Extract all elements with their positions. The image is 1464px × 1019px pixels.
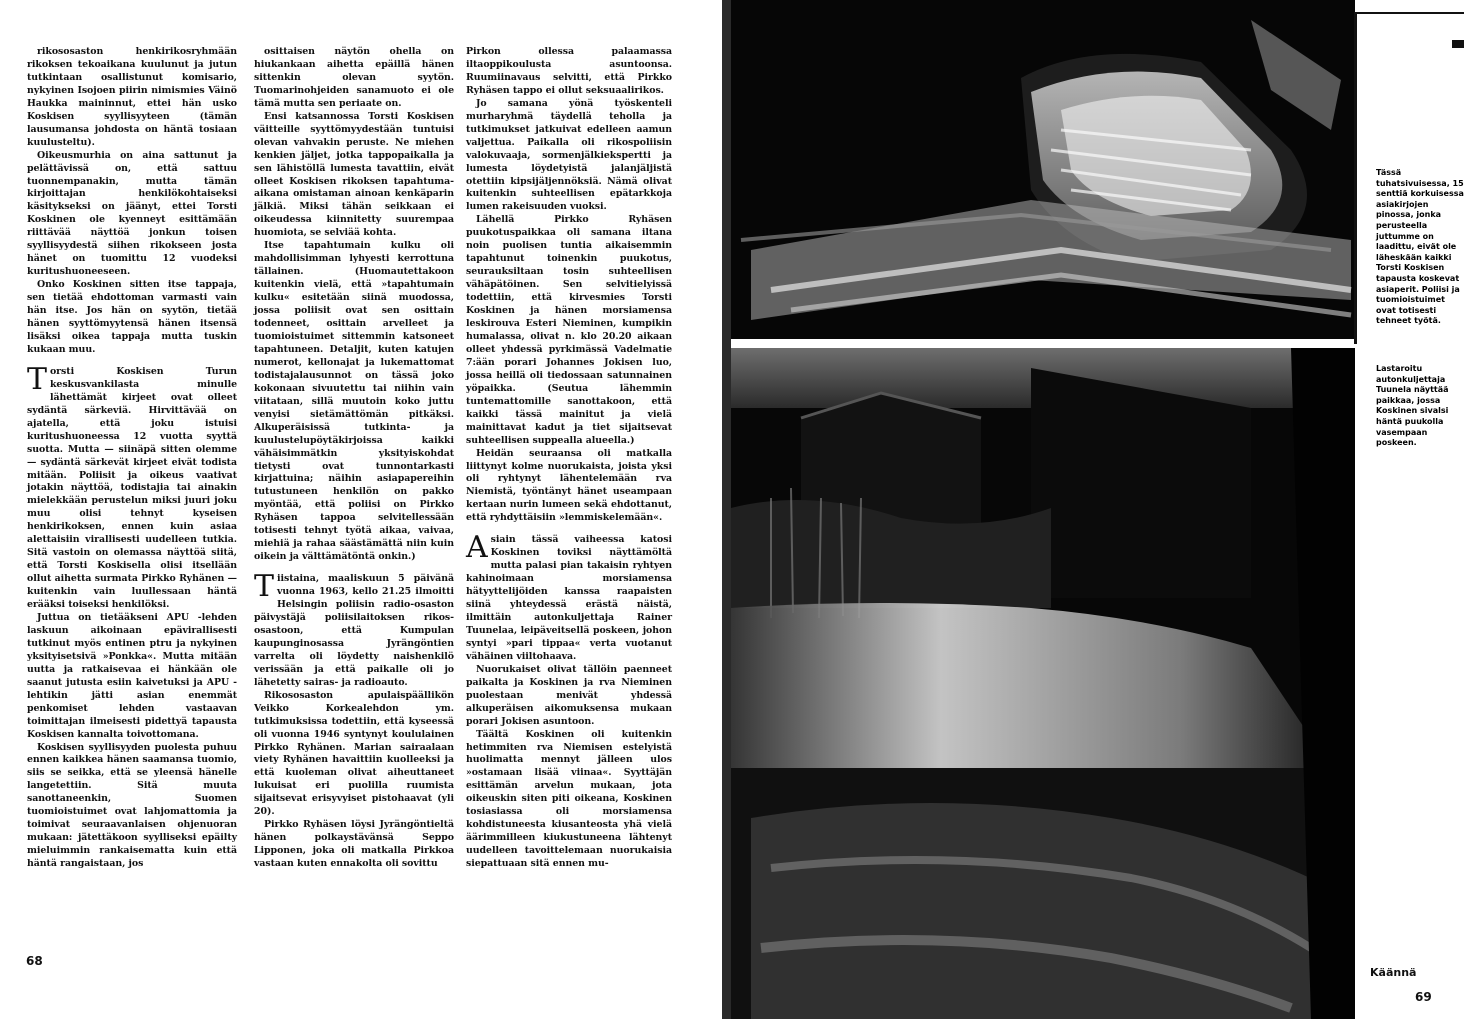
paragraph [254, 111, 454, 241]
paragraph [27, 742, 237, 872]
paragraph [466, 729, 672, 871]
paragraph-text: Jo samana yönä työskenteli murharyhmä täydellä teholla ja tutkimukset jatkuivat edelleen aamun valjettua. Paikalla oli rikospoliisin valokuvaaja, sormenjälkiekspertti ja lumesta löydetyistä jalanjäljistä otettiin kipsijäljennöksiä. Nämä olivat kuitenkin suhteellisen epätarkkoja lumen rakeisuuden vuoksi. [466, 97, 672, 213]
text-column-3 [466, 46, 672, 871]
paper-stack-photo [731, 0, 1355, 339]
paragraph [466, 530, 672, 664]
paragraph [466, 664, 672, 729]
paragraph [466, 46, 672, 98]
paragraph [254, 46, 454, 111]
paragraph-text: Itse tapahtumain kulku oli mahdollisimman lyhyesti kerrottuna tällainen. (Huomautettakoon kuitenkin vielä, että »tapahtumain kulku« esitetään siinä muodossa, jossa poliisit ovat sen osittain todenneet, osittain arvelleet ja tuomioistuimet sittemmin katsoneet tapahtuneen. Detaljit, kuten katujen numerot, kellonajat ja lukemattomat todistajalausunnot on tässä joko kokonaan sivuutettu tai niihin vain viitataan, sillä muutoin koko juttu venyisi sietämättömän pitkäksi. Alkuperäisissä tutkinta- ja kuulustelupöytäkirjoissa kaikki vähäisimmätkin yksityiskohdat tietysti ovat tunnontarkasti kirjattuina; näihin asiapapereihin tutustuneen henkilön on pakko myöntää, että poliisi on Pirkko Ryhäsen tappoa selvitellessään totisesti tehnyt työtä aikaa, vaivaa, miehiä ja rahaa säästämättä niin kuin oikein ja välttämätöntä onkin.) [254, 240, 454, 563]
page-number-left: 68 [26, 954, 43, 968]
paragraph [27, 612, 237, 742]
paragraph [27, 279, 237, 357]
photo-caption-bottom: Lastaroitu autonkuljettaja Tuunela näyttää paikkaa, jossa Koskinen sivalsi häntä puukolla vasempaan poskeen. [1376, 364, 1449, 448]
drop-cap: A [466, 530, 488, 566]
paragraph-text: Pirkko Ryhäsen löysi Jyrängöntieltä hänen polkaystävänsä Seppo Lipponen, joka oli matkalla Pirkkoa vastaan kuten ennakolta oli sovittu [254, 819, 454, 870]
paragraph [466, 448, 672, 526]
text-column-2 [254, 46, 454, 871]
paragraph-text: orsti Koskisen Turun keskusvankilasta minulle lähettämät kirjeet ovat olleet sydäntä särkeviä. Hirvittävää on ajatella, että joku istuisi kuritushuoneessa 12 vuotta syyttä suotta. Mutta — siinäpä sitten olemme — sydäntä särkevät kirjeet eivät todista mitään. Poliisit ja oikeus vaativat jotakin näyttöä, todistajia tai ainakin mielekkään perustelun miksi juuri joku muu olisi tehnyt kyseisen henkirikoksen, ennen kuin asiaa alettaisiin virallisesti uudelleen tutkia. Sitä vastoin on olemassa näyttöä siitä, että Torsti Koskisella olisi itsellään ollut aihetta surmata Pirkko Ryhänen — kuitenkin vain luullessaan häntä erääksi toiseksi henkilöksi. [27, 365, 237, 611]
paragraph-text: rikososaston henkirikosryhmään rikoksen tekoaikana kuulunut ja jutun tutkintaan osallistunut komisario, nykyinen Isojoen piirin nimismies Väinö Haukka maininnut, ettei hän usko Koskisen syyllisyyteen (tämän lausumansa johdosta on häntä tosiaan kuulusteltu). [27, 46, 237, 148]
paragraph-text: Nuorukaiset olivat tällöin paenneet paikalta ja Koskinen ja rva Nieminen puolestaan menivät yhdessä alkuperäisen aikomuksensa mukaan porari Jokisen asuntoon. [466, 663, 672, 727]
paragraph-text: Rikososaston apulaispäällikön Veikko Korkealehdon ym. tutkimuksissa todettiin, että kyseessä oli vuonna 1946 syntynyt koululainen Pirkko Ryhänen. Marian sairaalaan viety Ryhänen havaittiin kuolleeksi ja että kuoleman olivat aiheuttaneet lukuisat eri puolilla ruumista sijaitsevat erisyvyiset pistohaavat (yli 20). [254, 689, 454, 818]
paragraph-text: osittaisen näytön ohella on hiukankaan aihetta epäillä hänen sittenkin olevan syytön. Tuomarinohjeiden sanamuoto ei ole tämä mutta sen periaate on. [254, 46, 454, 109]
paragraph-text: iistaina, maaliskuun 5 päivänä vuonna 1963, kello 21.25 ilmoitti Helsingin poliisin radio-osaston päivystäjä poliisilaitoksen rikos-osastoon, että Kumpulan kaupunginosassa Jyrängöntien varrelta oli löydetty naishenkilö verissään ja että paikalle oli jo lähetetty sairas- ja radioauto. [254, 573, 454, 688]
paragraph-text: Ensi katsannossa Torsti Koskisen väitteille syyttömyydestään tuntuisi olevan vahvakin peruste. Ne miehen kenkien jäljet, jotka tappopaikalla ja sen lähistöllä lumesta tavattiin, eivät olleet Koskisen rikoksen tapahtuma-aikana omistaman ainoan kenkäparin jälkiä. Miksi tähän seikkaan ei oikeudessa kiinnitetty suurempaa huomiota, se selviää kohta. [254, 110, 454, 239]
sidebar-rule [1354, 14, 1357, 344]
paragraph-text: Onko Koskinen sitten itse tappaja, sen tietää ehdottoman varmasti vain hän itse. Jos hän on syytön, tietää hänen syyttömyytensä hänen itsensä lisäksi oikea tappaja mutta tuskin kukaan muu. [27, 279, 237, 355]
paragraph [27, 361, 237, 612]
page-number-right: 69 [1415, 990, 1432, 1004]
paragraph-text: Pirkon ollessa palaamassa iltaoppikoulusta asuntoonsa. Ruumiinavaus selvitti, että Pirkko Ryhäsen tappo ei ollut seksuaalirikos. [466, 46, 672, 96]
photo-caption-top: Tässä tuhatsivuisessa, 15 senttiä korkuisessa asiakirjojen pinossa, jonka perusteella juttumme on laadittu, eivät ole läheskään kaikki Torsti Koskisen tapausta koskevat asiaperit. Poliisi ja tuomioistuimet ovat totisesti tehneet työtä. [1376, 168, 1464, 326]
paragraph [466, 98, 672, 215]
paper-stack-image [731, 0, 1355, 339]
turn-page-label: Käännä [1370, 966, 1417, 979]
paragraph [254, 690, 454, 820]
paragraph [254, 819, 454, 871]
paragraph-text: Oikeusmurhia on aina sattunut ja pelättävissä on, että sattuu tuonnempanakin, mutta tämän kirjoittajan henkilökohtaiseksi käsitykseksi on jäänyt, ettei Torsti Koskinen ole kyenneyt esittämään riittävää näyttöä jonkun toisen syyllisyydestä siihen rikokseen josta hänet on tuomittu 12 vuodeksi kuritushuoneeseen. [27, 149, 237, 278]
snowy-yard-photo [731, 348, 1355, 1019]
paragraph-text: Täältä Koskinen oli kuitenkin hetimmiten rva Niemisen estelyistä huolimatta mennyt jälleen ulos »ostamaan lisää viinaa«. Syyttäjän esittämän arvelun mukaan, jota oikeuskin siten piti oikeana, Koskinen tosiasiassa oli morsiamensa kohdistuneesta kiusanteosta yhä vielä äärimmilleen kiukustuneena lähtenyt uudelleen tavoittelemaan nuorukaisia siepattuaan sitä ennen mu- [466, 728, 672, 870]
paragraph [254, 240, 454, 564]
paragraph [27, 46, 237, 150]
snowy-yard-image [731, 348, 1355, 1019]
corner-mark [1452, 40, 1464, 48]
top-rule [1354, 12, 1464, 14]
paragraph-text: Juttua on tietääkseni APU -lehden laskuun aikoinaan epävirallisesti tutkinut myös entinen ptru ja nykyinen yksityisetsivä »Ponkka«. Mutta mitään uutta ja ratkaisevaa ei hänkään ole saanut jutusta esiin kaivetuksi ja APU -lehtikin jätti asian enemmät penkomiset lehden vastaavan toimittajan ilmeisesti pidettyä tapausta Koskisen kannalta toivottomana. [27, 611, 237, 740]
text-column-1 [27, 46, 237, 871]
drop-cap: T [254, 569, 274, 605]
paragraph-text: Koskisen syyllisyyden puolesta puhuu ennen kaikkea hänen saamansa tuomio, siis se seikka, että se yleensä hänelle langetettiin. Sitä muuta sanottaneenkin, Suomen tuomioistuimet ovat lahjomattomia ja toimivat seuraavanlaisen ohjenuoran mukaan: jätettäkoon syylliseksi epäilty mieluimmin rankaisematta kuin että häntä rangaistaan, jos [27, 741, 237, 870]
paragraph-text: Heidän seuraansa oli matkalla liittynyt kolme nuorukaista, joista yksi oli ryhtynyt lähentelemään rva Niemistä, työntänyt hänet useampaan kertaan nurin lumeen sekä ehdottanut, että ryhdyttäisiin »lemmiskelemään«. [466, 447, 672, 524]
paragraph [466, 214, 672, 447]
paragraph [254, 569, 454, 690]
drop-cap: T [27, 361, 47, 397]
paragraph [27, 150, 237, 280]
paragraph-text: siain tässä vaiheessa katosi Koskinen toviksi näyttämöltä mutta palasi pian takaisin ryhtyen kahinoimaan morsiamensa hätyyttelijöiden kanssa raapaisten siinä yhteydessä erästä näistä, ilmittäin autonkuljettaja Rainer Tuunelaa, leipäveitsellä poskeen, johon syntyi »pari tippaa« verta vuotanut vähäinen viiltohaava. [466, 534, 672, 662]
paragraph-text: Lähellä Pirkko Ryhäsen puukotuspaikkaa oli samana iltana noin puolisen tuntia aikaisemmin tapahtunut toinenkin puukotus, seurauksiltaan tosin suhteellisen vähäpätöinen. Sen selvitielyissä todettiin, että kirvesmies Torsti Koskinen ja hänen morsiamensa leskirouva Esteri Nieminen, kumpikin humalassa, olivat n. klo 20.20 aikaan olleet yhdessä pyrkimässä Vadelmatie 7:ään porari Johannes Jokisen luo, jossa heillä oli tiedossaan satunnainen yöpaikka. (Seutua lähemmin tuntemattomille sanottakoon, että kaikki tässä mainitut ja vielä mainittavat kadut ja tiet sijaitsevat suhteellisen suppealla alueella.) [466, 214, 672, 446]
page-fold [722, 0, 731, 1019]
